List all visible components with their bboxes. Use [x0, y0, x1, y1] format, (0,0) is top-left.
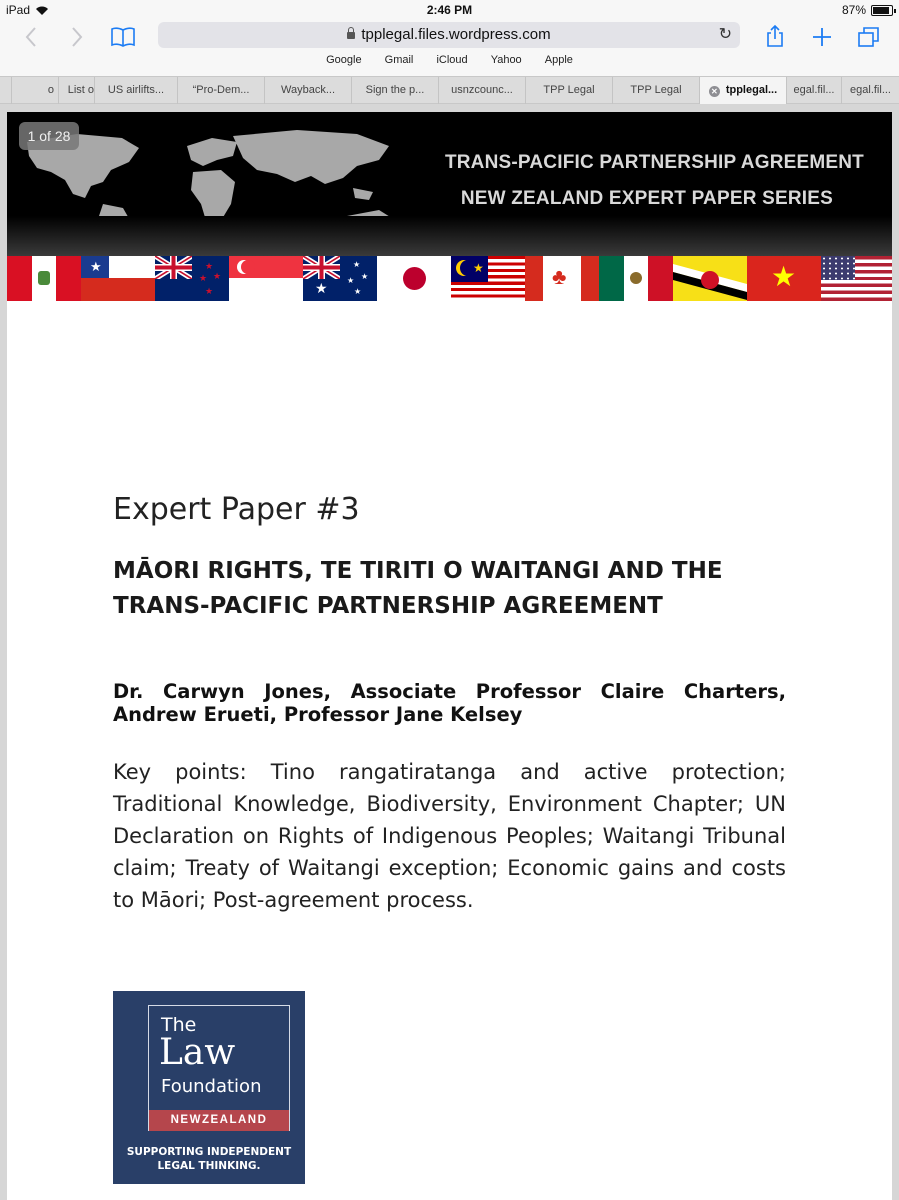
tab-1[interactable]: List o — [59, 77, 95, 104]
logo-tagline — [113, 1145, 305, 1173]
tab-2[interactable]: US airlifts... — [95, 77, 178, 104]
favorite-apple[interactable]: Apple — [544, 54, 573, 66]
plus-icon — [812, 27, 832, 47]
new-tab-button[interactable] — [805, 22, 839, 52]
logo-country: NEWZEALAND — [149, 1110, 289, 1131]
logo-tagline-1: SUPPORTING INDEPENDENT — [126, 1146, 292, 1158]
banner — [7, 112, 892, 256]
australia-flag: ★ ★ ★ ★ ★ — [303, 256, 377, 301]
banner-title-line2: NEW ZEALAND EXPERT PAPER SERIES — [460, 188, 833, 209]
bookmarks-button[interactable] — [106, 22, 140, 52]
authors: Dr. Carwyn Jones, Associate Professor Claire Charters, Andrew Erueti, Professor Jane Kelsey — [113, 680, 786, 726]
forward-button[interactable] — [60, 22, 94, 52]
law-foundation-logo — [113, 991, 305, 1184]
mexico-flag — [599, 256, 673, 301]
logo-frame — [148, 1005, 290, 1131]
banner-fade — [7, 216, 892, 256]
tab-7[interactable]: TPP Legal — [526, 77, 613, 104]
paper-title-line1: MĀORI RIGHTS, TE TIRITI O WAITANGI AND THE — [113, 558, 723, 584]
battery-percent: 87% — [841, 3, 866, 17]
tab-5[interactable]: Sign the p... — [352, 77, 439, 104]
tab-0[interactable]: o — [12, 77, 59, 104]
brunei-flag — [673, 256, 747, 301]
book-icon — [110, 26, 136, 48]
tab-3[interactable]: “Pro-Dem... — [178, 77, 265, 104]
logo-tagline-2: LEGAL THINKING. — [157, 1160, 261, 1172]
clock: 2:46 PM — [426, 3, 473, 17]
key-points: Key points: Tino rangatiratanga and active protection; Traditional Knowledge, Biodiversity, Environment Chapter; UN Declaration on Rights of Indigenous Peoples; Waitangi Tribunal claim; Treaty of Waitangi exception; Economic gains and costs to Māori; Post-agreement process. — [113, 760, 786, 912]
canada-flag: ♣ — [525, 256, 599, 301]
chile-flag: ★ — [81, 256, 155, 301]
device-name: iPad — [6, 3, 31, 17]
new-zealand-flag: ★ ★ ★ ★ — [155, 256, 229, 301]
status-bar — [0, 0, 899, 20]
tab-active-label: tpplegal... — [725, 84, 778, 96]
chevron-left-icon — [24, 26, 38, 48]
vietnam-flag: ★ — [747, 256, 821, 301]
logo-foundation: Foundation — [161, 1076, 262, 1097]
url-text: tpplegal.files.wordpress.com — [361, 26, 551, 43]
peru-flag — [7, 256, 81, 301]
tab-8[interactable]: TPP Legal — [613, 77, 700, 104]
pdf-viewer[interactable] — [0, 104, 899, 1200]
share-icon — [765, 24, 785, 48]
paper-number: Expert Paper #3 — [113, 492, 360, 527]
tabs-icon — [857, 26, 881, 48]
flag-strip — [7, 256, 892, 301]
tab-bar — [0, 76, 899, 104]
paper-title — [113, 554, 723, 624]
browser-toolbar — [0, 20, 899, 76]
favorite-icloud[interactable]: iCloud — [436, 54, 468, 66]
page-indicator: 1 of 28 — [19, 122, 79, 150]
address-bar[interactable] — [158, 22, 740, 48]
close-tab-icon[interactable]: ✕ — [709, 86, 720, 97]
tab-4[interactable]: Wayback... — [265, 77, 352, 104]
reload-icon[interactable]: ↻ — [718, 26, 732, 43]
lock-icon — [347, 32, 355, 39]
banner-title-line1: TRANS-PACIFIC PARTNERSHIP AGREEMENT — [444, 152, 864, 173]
usa-flag — [821, 256, 892, 301]
chevron-right-icon — [70, 26, 84, 48]
japan-flag — [377, 256, 451, 301]
tab-10[interactable]: egal.fil... — [787, 77, 842, 104]
singapore-flag — [229, 256, 303, 301]
share-button[interactable] — [758, 22, 792, 52]
favorite-yahoo[interactable]: Yahoo — [490, 54, 522, 66]
tab-11[interactable]: egal.fil... — [850, 84, 891, 96]
paper-title-line2: TRANS-PACIFIC PARTNERSHIP AGREEMENT — [113, 593, 663, 619]
tab-edge[interactable] — [0, 77, 12, 104]
tab-6[interactable]: usnzcounc... — [439, 77, 526, 104]
battery-icon — [871, 5, 893, 16]
pdf-page — [7, 112, 892, 1200]
tab-active[interactable] — [700, 77, 787, 104]
malaysia-flag: ★ — [451, 256, 525, 301]
favorites-bar — [0, 54, 899, 66]
back-button[interactable] — [14, 22, 48, 52]
favorite-gmail[interactable]: Gmail — [384, 54, 414, 66]
logo-law: Law — [159, 1032, 236, 1073]
logo-the: The — [161, 1014, 197, 1036]
favorite-google[interactable]: Google — [326, 54, 362, 66]
tabs-overview-button[interactable] — [852, 22, 886, 52]
